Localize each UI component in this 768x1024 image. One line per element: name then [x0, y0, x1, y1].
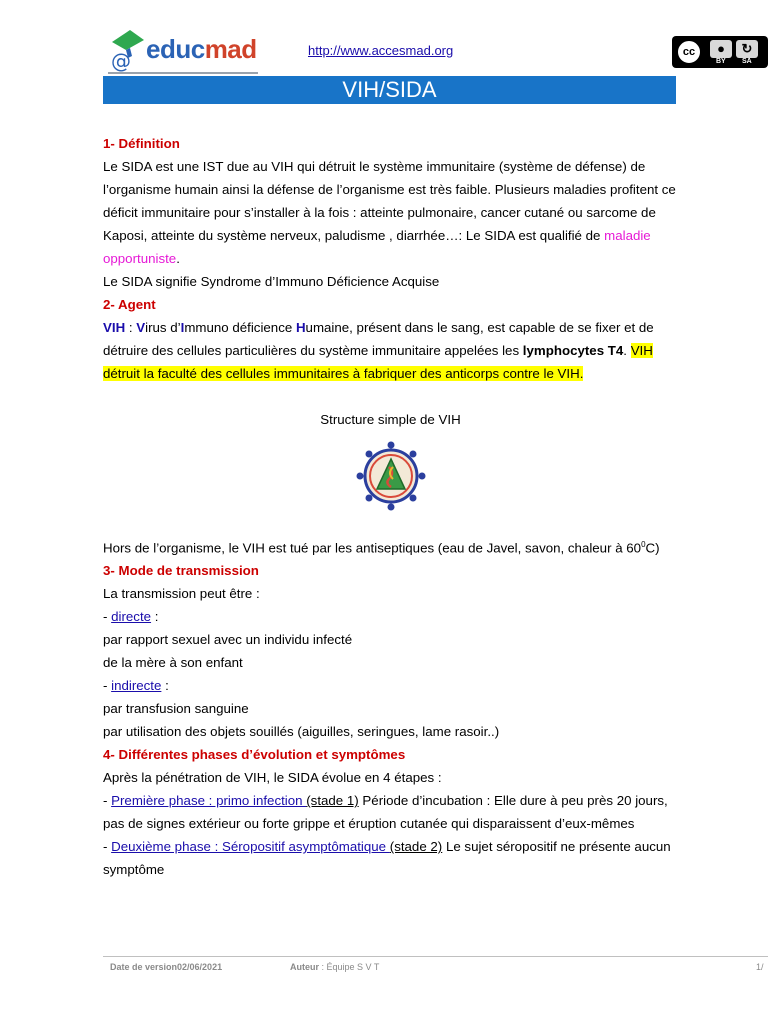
heading-phases: 4- Différentes phases d’évolution et symptômes	[103, 747, 406, 763]
indirect-item: - indirecte :	[103, 678, 169, 694]
svg-text:@: @	[111, 49, 131, 72]
indirect-mode-1: par transfusion sanguine	[103, 701, 249, 717]
phase-2: - Deuxième phase : Séropositif asymptômatique (stade 2) Le sujet séropositif ne présente aucun symptôme	[103, 839, 671, 878]
highlighted-statement: VIH détruit la faculté des cellules immunitaires à fabriquer des anticorps contre le VIH.	[103, 343, 653, 381]
footer-page-number: 1/	[756, 962, 764, 972]
page-title: VIH/SIDA	[103, 76, 676, 104]
by-icon: ●	[710, 40, 732, 58]
by-label: BY	[716, 58, 726, 65]
sa-icon: ↻	[736, 40, 758, 58]
cc-license-badge	[672, 36, 768, 68]
cc-icon: cc	[676, 39, 702, 65]
heading-definition: 1- Définition	[103, 136, 180, 151]
heading-transmission: 3- Mode de transmission	[103, 563, 259, 579]
opportunistic-term: maladie opportuniste	[103, 228, 651, 266]
hiv-structure-figure	[351, 437, 431, 515]
logo-icon	[108, 28, 148, 72]
logo-divider	[108, 72, 258, 74]
phase-2-link[interactable]: Deuxième phase : Séropositif asymptômatique	[111, 839, 390, 855]
footer-author: Auteur : Équipe S V T	[290, 962, 380, 972]
sida-meaning: Le SIDA signifie Syndrome d’Immuno Déficience Acquise	[103, 274, 440, 289]
definition-paragraph: Le SIDA est une IST due au VIH qui détruit le système immunitaire (système de défense) de l’organisme humain ainsi la défense de l’organisme est très faible. Plusieurs maladies profitent ce déficit immunitaire pour s’installer à la fois : atteinte pulmonaire, cancer cutané ou sarcome de Kaposi, atteinte du système nerveux, paludisme , diarrhée…: Le SIDA est qualifié de maladie opportuniste.	[103, 159, 676, 266]
direct-link[interactable]: directe	[111, 609, 152, 625]
heading-agent: 2- Agent	[103, 297, 156, 312]
agent-paragraph: VIH : Virus d’Immuno déficience Humaine, présent dans le sang, est capable de se fixer et de détruire des cellules particulières du système immunitaire appelées les lymphocytes T4. VIH détruit la faculté des cellules immunitaires à fabriquer des anticorps contre le VIH.	[103, 320, 654, 381]
direct-item: - directe :	[103, 609, 159, 625]
logo-text: educmad	[146, 34, 257, 64]
direct-mode-1: par rapport sexuel avec un individu infecté	[103, 632, 353, 648]
phases-intro: Après la pénétration de VIH, le SIDA évolue en 4 étapes :	[103, 770, 442, 786]
transmission-intro: La transmission peut être :	[103, 586, 260, 602]
document-body	[103, 132, 678, 881]
footer-date: Date de version02/06/2021	[110, 962, 223, 972]
indirect-link[interactable]: indirecte	[111, 678, 162, 694]
footer-divider	[103, 956, 768, 957]
educmad-logo	[108, 26, 258, 76]
sa-label: SA	[742, 58, 752, 65]
site-url-link[interactable]: http://www.accesmad.org	[308, 43, 454, 58]
figure-caption: Structure simple de VIH	[320, 412, 461, 427]
phase-1-link[interactable]: Première phase : primo infection	[111, 793, 307, 809]
indirect-mode-2: par utilisation des objets souillés (aiguilles, seringues, lame rasoir..)	[103, 724, 500, 740]
antiseptic-paragraph: Hors de l’organisme, le VIH est tué par les antiseptiques (eau de Javel, savon, chaleur à $60^0C$)	[103, 540, 660, 556]
direct-mode-2: de la mère à son enfant	[103, 655, 243, 671]
phase-1: - Première phase : primo infection (stade 1) Période d’incubation : Elle dure à peu près 20 jours, pas de signes extérieur ou forte grippe et éruption cutanée qui disparaissent d’eux-mêmes	[103, 793, 668, 832]
